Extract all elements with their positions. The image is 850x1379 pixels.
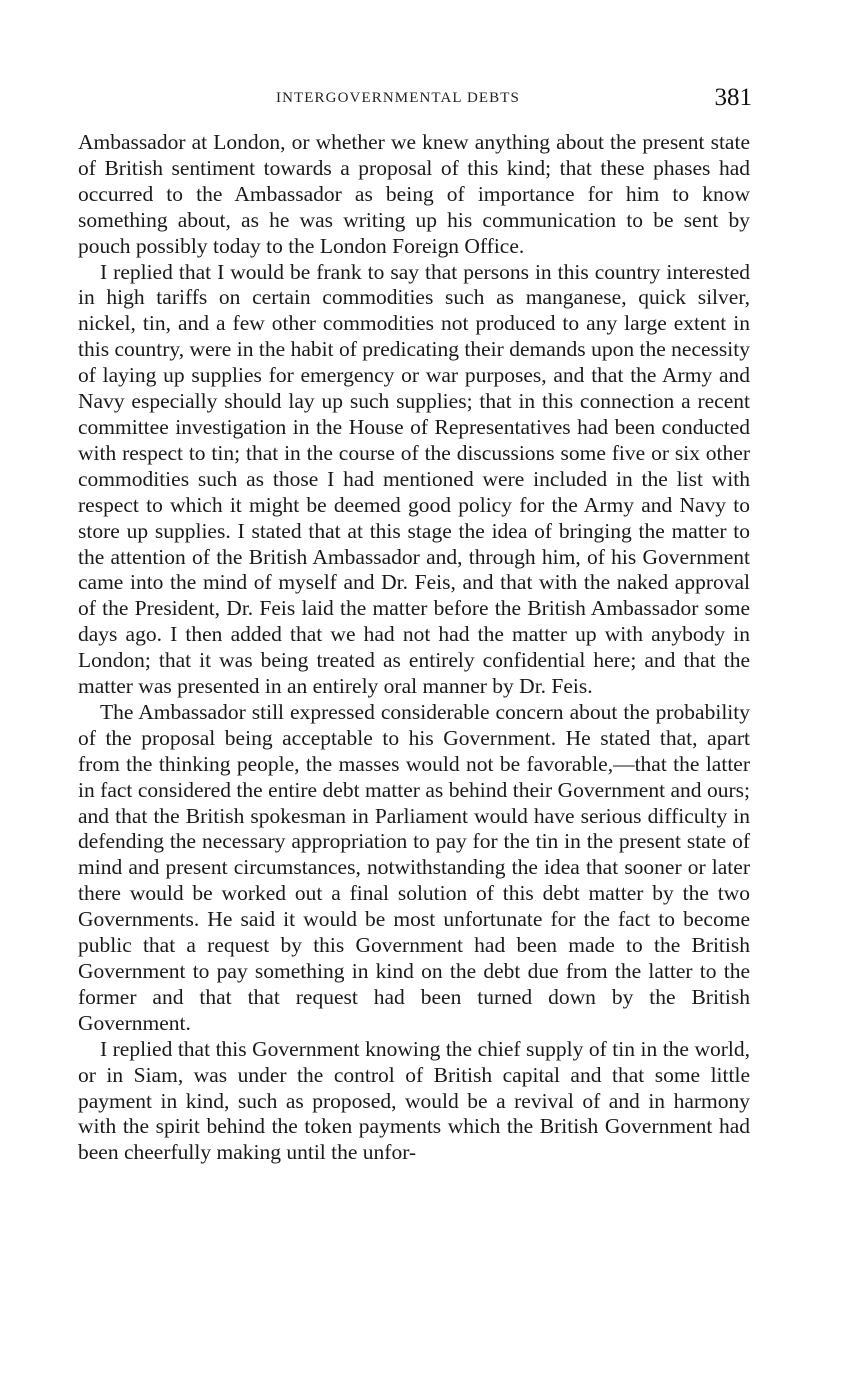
page-number: 381 [714,84,752,111]
running-header [0,84,850,114]
paragraph: I replied that I would be frank to say that persons in this country interested in high tariffs on certain commodities such as manganese, quick silver, nickel, tin, and a few other commodities not produced to any large extent in this country, were in the habit of predicating their demands upon the necessity of laying up supplies for emergency or war purposes, and that the Army and Navy especially should lay up such supplies; that in this connection a recent committee investigation in the House of Representatives had been conducted with respect to tin; that in the course of the discussions some five or six other commodities such as those I had mentioned were included in the list with respect to which it might be deemed good policy for the Army and Navy to store up supplies. I stated that at this stage the idea of bringing the matter to the attention of the British Ambassador and, through him, of his Government came into the mind of myself and Dr. Feis, and that with the naked approval of the President, Dr. Feis laid the matter before the British Ambassador some days ago. I then added that we had not had the matter up with anybody in London; that it was being treated as entirely confidential here; and that the matter was presented in an entirely oral manner by Dr. Feis. [78,259,750,699]
paragraph: I replied that this Government knowing the chief supply of tin in the world, or in Siam, was under the control of British capital and that some little payment in kind, such as proposed, would be a revival of and in harmony with the spirit behind the token payments which the British Government had been cheerfully making until the unfor- [78,1036,750,1165]
running-title: INTERGOVERNMENTAL DEBTS [276,90,520,106]
paragraph: The Ambassador still expressed considerable concern about the probability of the proposal being acceptable to his Government. He stated that, apart from the thinking people, the masses would not be favorable,—that the latter in fact considered the entire debt matter as behind their Government and ours; and that the British spokesman in Parliament would have serious difficulty in defending the necessary appropriation to pay for the tin in the present state of mind and present circumstances, notwithstanding the idea that sooner or later there would be worked out a final solution of this debt matter by the two Governments. He said it would be most unfortunate for the fact to become public that a request by this Government had been made to the British Government to pay something in kind on the debt due from the latter to the former and that that request had been turned down by the British Government. [78,699,750,1035]
paragraph-continued: Ambassador at London, or whether we knew anything about the present state of British sentiment towards a proposal of this kind; that these phases had occurred to the Ambassador as being of importance for him to know something about, as he was writing up his communication to be sent by pouch possibly today to the London Foreign Office. [78,130,750,258]
body-text [78,130,750,1166]
